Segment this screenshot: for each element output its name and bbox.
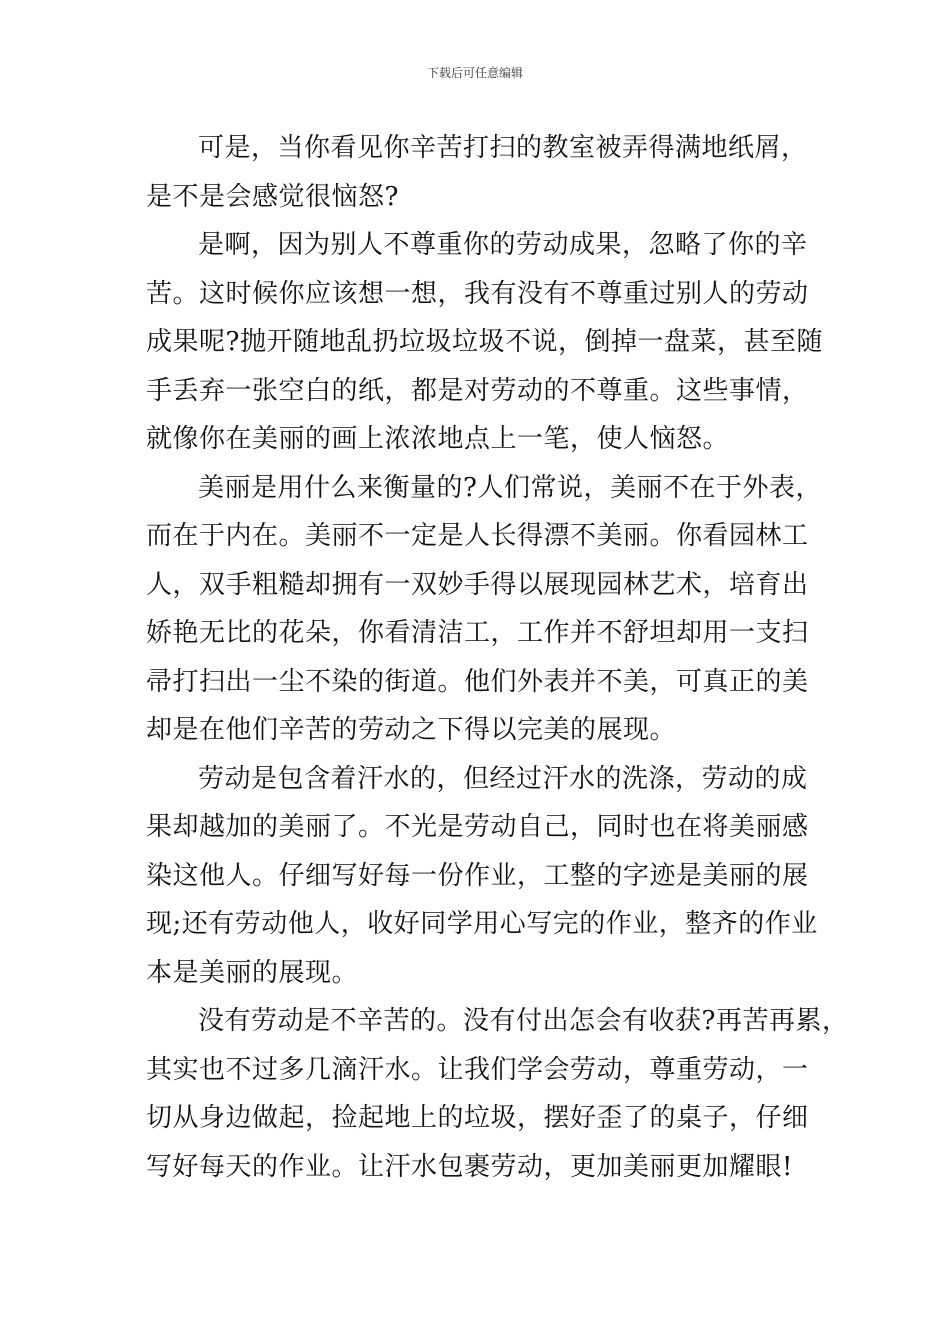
text-line: 染这他人。仔细写好每一份作业，工整的字迹是美丽的展 <box>146 860 809 891</box>
text-line: 却是在他们辛苦的劳动之下得以完美的展现。 <box>146 715 677 745</box>
page-header: 下载后可任意编辑 <box>426 66 523 80</box>
paragraph <box>146 124 826 221</box>
paragraph <box>146 755 826 998</box>
text-line: 是不是会感觉很恼怒? <box>146 181 399 212</box>
text-line: 成果呢?抛开随地乱扔垃圾垃圾不说，倒掉一盘菜，甚至随 <box>146 327 823 357</box>
text-line: 就像你在美丽的画上浓浓地点上一笔，使人恼怒。 <box>146 424 730 454</box>
text-line: 帚打扫出一尘不染的街道。他们外表并不美，可真正的美 <box>146 666 809 697</box>
text-line: 切从身边做起，捡起地上的垃圾，摆好歪了的桌子，仔细 <box>146 1103 809 1133</box>
paragraph <box>146 997 849 1191</box>
paragraph <box>146 221 826 464</box>
text-line: 人，双手粗糙却拥有一双妙手得以展现园林艺术，培育出 <box>146 569 809 600</box>
text-line: 可是，当你看见你辛苦打扫的教室被弄得满地纸屑， <box>198 133 808 163</box>
text-line: 写好每天的作业。让汗水包裹劳动，更加美丽更加耀眼! <box>146 1151 793 1182</box>
text-line: 是啊，因为别人不尊重你的劳动成果，忽略了你的辛 <box>198 230 808 260</box>
text-line: 手丢弃一张空白的纸，都是对劳动的不尊重。这些事情， <box>146 375 809 406</box>
text-line: 美丽是用什么来衡量的?人们常说，美丽不在于外表， <box>198 472 822 503</box>
text-line: 其实也不过多几滴汗水。让我们学会劳动，尊重劳动，一 <box>146 1054 809 1085</box>
text-line: 没有劳动是不辛苦的。没有付出怎会有收获?再苦再累， <box>198 1006 849 1036</box>
text-line: 苦。这时候你应该想一想，我有没有不尊重过别人的劳动 <box>146 278 809 309</box>
text-line: 劳动是包含着汗水的，但经过汗水的洗涤，劳动的成 <box>198 763 808 794</box>
text-line: 现;还有劳动他人，收好同学用心写完的作业，整齐的作业 <box>146 909 818 939</box>
text-line: 娇艳无比的花朵，你看清洁工，工作并不舒坦却用一支扫 <box>146 618 809 648</box>
text-line: 而在于内在。美丽不一定是人长得漂不美丽。你看园林工 <box>146 521 809 551</box>
paragraph <box>146 464 826 755</box>
text-line: 本是美丽的展现。 <box>146 957 359 988</box>
document-body <box>146 124 849 1191</box>
text-line: 果却越加的美丽了。不光是劳动自己，同时也在将美丽感 <box>146 812 809 842</box>
